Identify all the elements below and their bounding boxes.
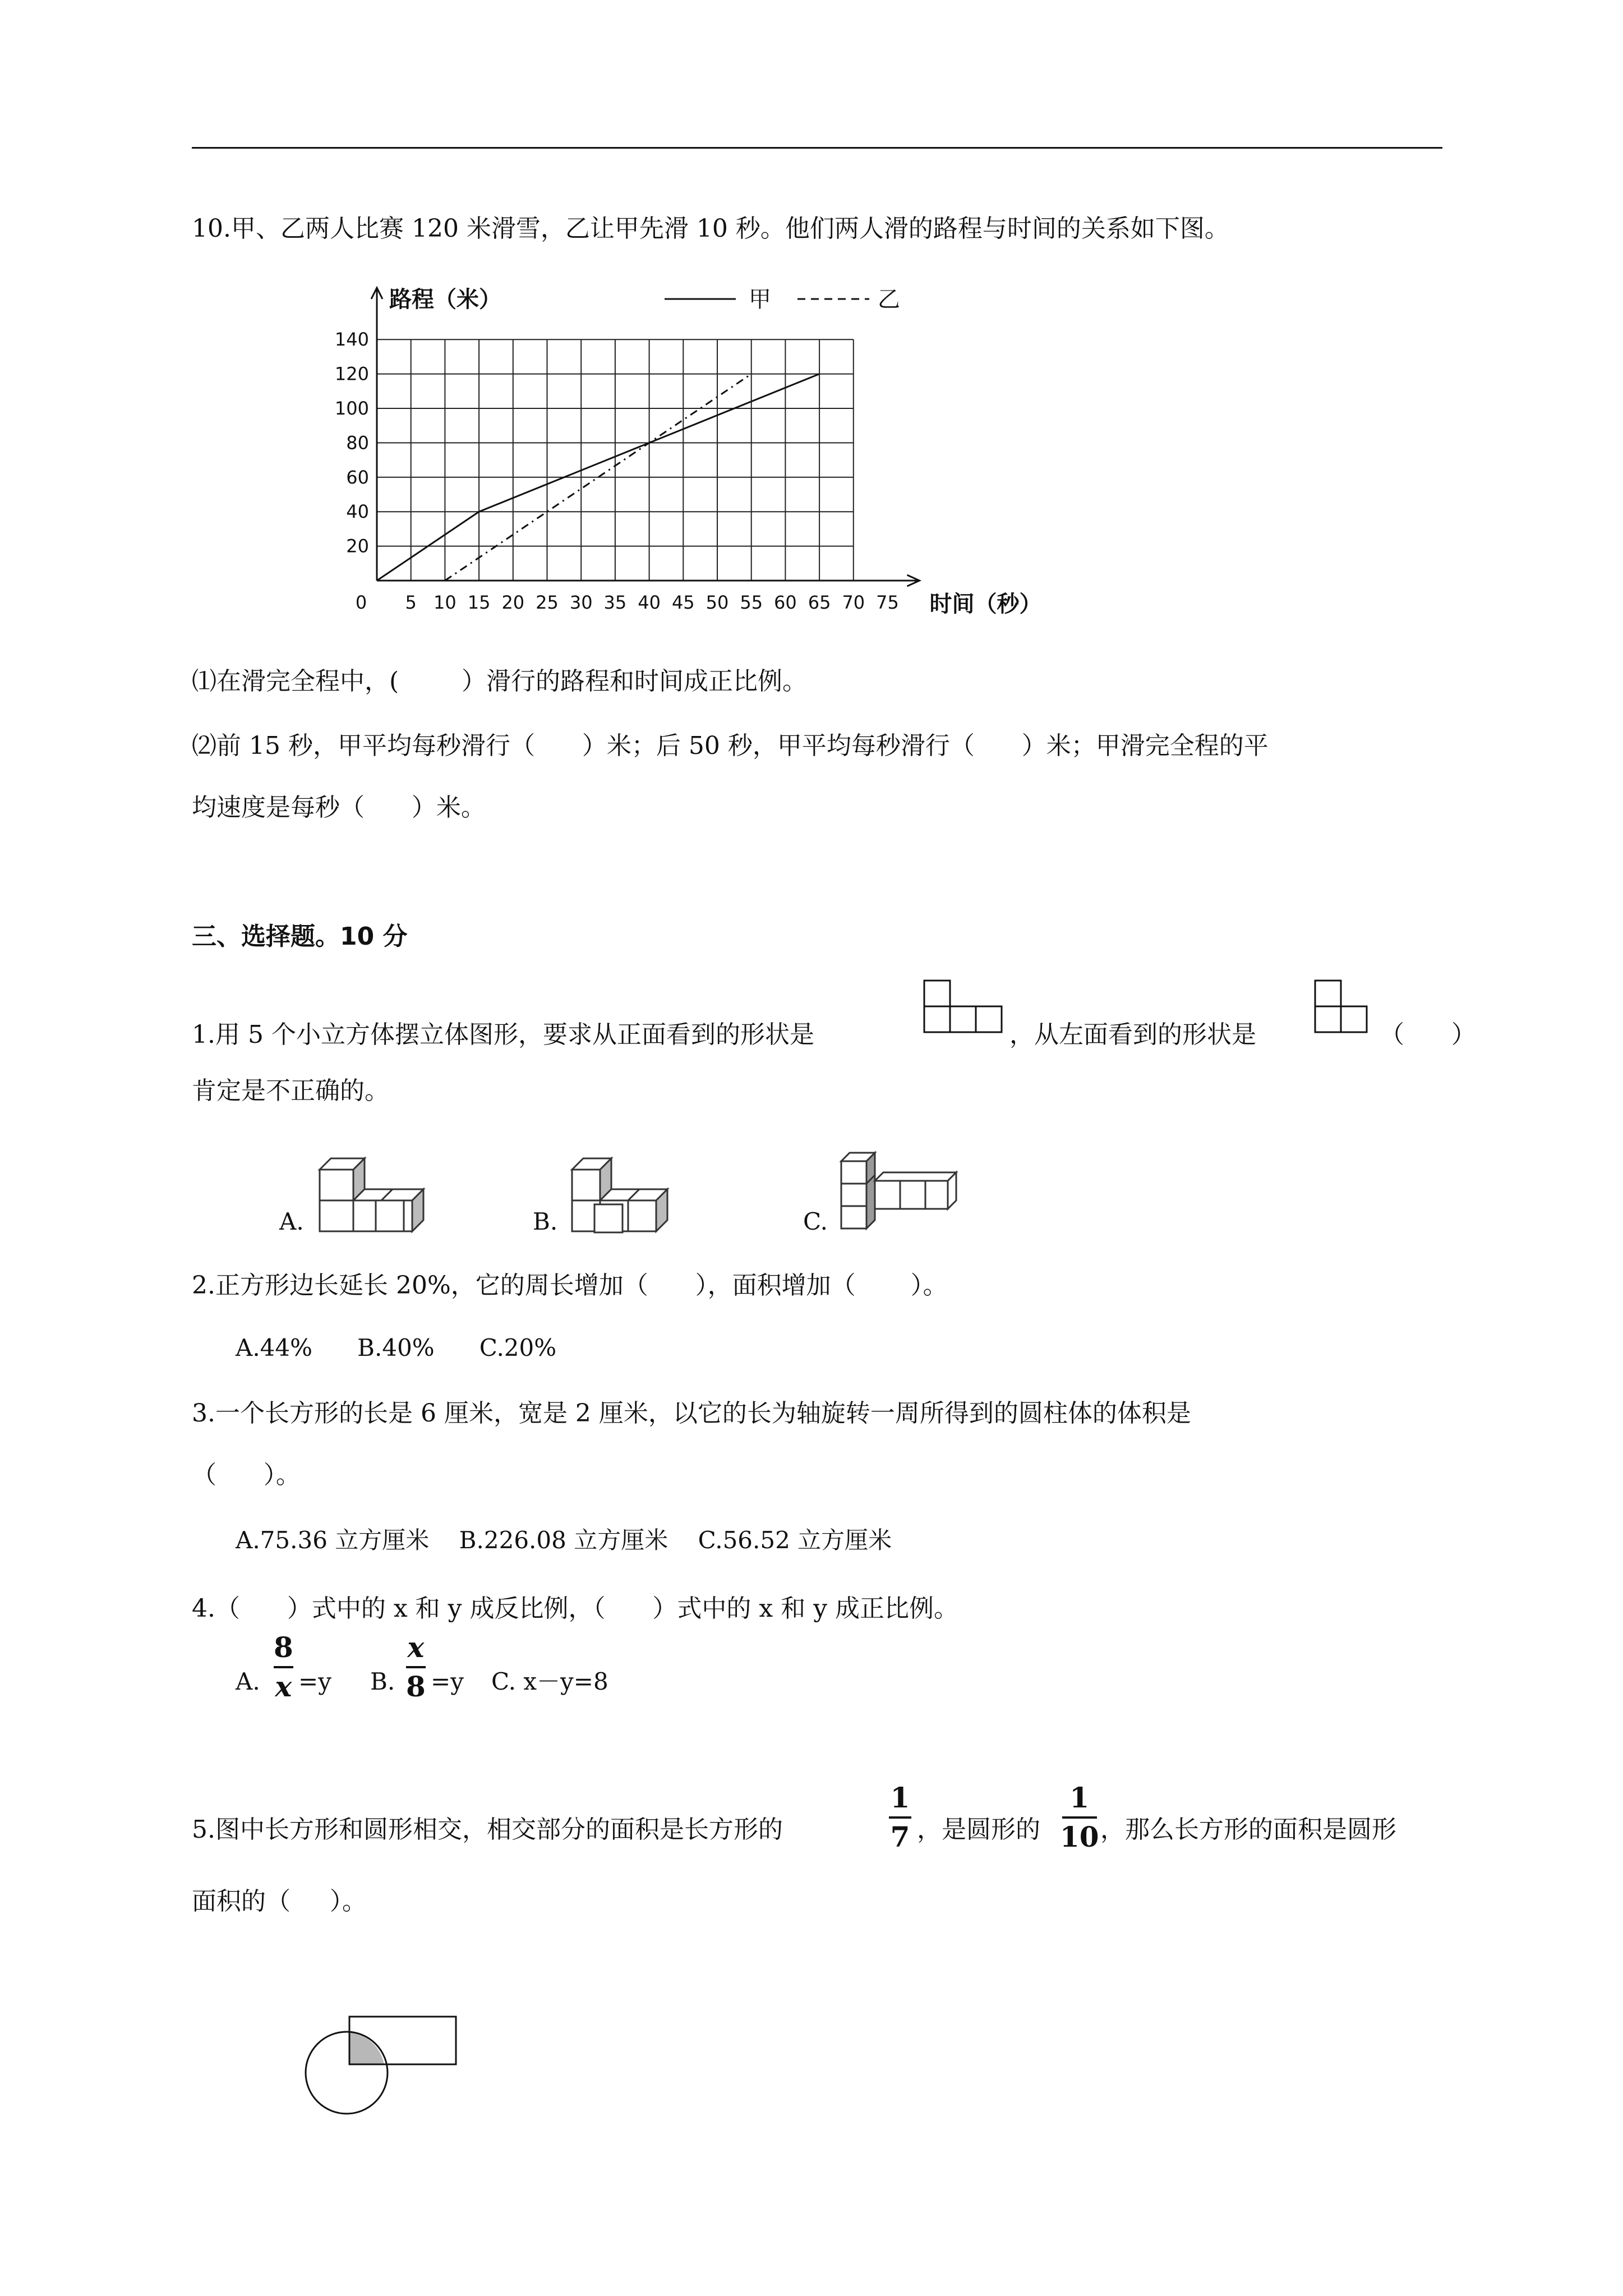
- y-tick-label: 140: [334, 329, 369, 351]
- cube-figure-c: [836, 1139, 959, 1234]
- q4-option-b-label: B.: [370, 1668, 395, 1695]
- x-tick-label: 65: [808, 592, 831, 613]
- q10-sub2a: ⑵前 15 秒，甲平均每秒滑行（ ）米；后 50 秒，甲平均每秒滑行（ ）米；甲滑完全程的平: [192, 731, 1269, 760]
- x-tick-label: 15: [467, 592, 491, 613]
- q5-fraction-1-denominator: 7: [890, 1820, 910, 1853]
- q1-stem-d: 肯定是不正确的。: [192, 1076, 389, 1105]
- x-tick-label: 20: [501, 592, 525, 613]
- q5-fraction-1-numerator: 1: [890, 1781, 910, 1814]
- y-axis-label: 路程（米）: [389, 287, 501, 312]
- y-tick-label: 100: [334, 398, 369, 419]
- y-tick-label: 120: [334, 363, 369, 385]
- chart-tick-labels: [335, 329, 899, 613]
- x-tick-label: 50: [706, 592, 729, 613]
- rectangle-circle-figure: [297, 2003, 465, 2137]
- q5-stem-a: 5.图中长方形和圆形相交，相交部分的面积是长方形的: [192, 1815, 783, 1844]
- y-tick-label: 60: [346, 466, 369, 488]
- q1-option-c-label: C.: [803, 1208, 828, 1235]
- header-rule: [192, 147, 1442, 149]
- q5-fraction-2-denominator: 10: [1060, 1820, 1099, 1853]
- q4-stem: 4.（ ）式中的 x 和 y 成反比例，（ ）式中的 x 和 y 成正比例。: [192, 1594, 959, 1623]
- x-tick-label: 25: [536, 592, 559, 613]
- x-tick-label: 40: [638, 592, 661, 613]
- q4-option-b-tail: =y: [431, 1668, 464, 1695]
- q4-option-b-fraction: [406, 1632, 426, 1702]
- x-tick-label: 70: [842, 592, 865, 613]
- q5-fraction-1: [889, 1783, 911, 1852]
- chart-labels: [389, 287, 1042, 617]
- q4-option-c: C. x－y=8: [491, 1668, 608, 1695]
- q3-options: A.75.36 立方厘米 B.226.08 立方厘米 C.56.52 立方厘米: [236, 1526, 892, 1554]
- q4-option-a-tail: =y: [298, 1668, 331, 1695]
- q5-stem-c: ，那么长方形的面积是圆形: [1100, 1815, 1396, 1844]
- q4-option-a-denominator: x: [275, 1670, 292, 1703]
- x-tick-label: 5: [405, 592, 417, 613]
- q4-option-a-fraction: [274, 1632, 293, 1702]
- q4-option-b-denominator: 8: [406, 1670, 426, 1703]
- q1-stem-a: 1.用 5 个小立方体摆立体图形，要求从正面看到的形状是: [192, 1020, 814, 1049]
- y-tick-label: 80: [346, 432, 369, 454]
- q10-stem: 10.甲、乙两人比赛 120 米滑雪，乙让甲先滑 10 秒。他们两人滑的路程与时间的关系如下图。: [192, 214, 1229, 243]
- q5-fraction-2: [1060, 1783, 1099, 1852]
- y-tick-label: 20: [346, 535, 369, 557]
- x-tick-label: 45: [671, 592, 695, 613]
- origin-label: 0: [355, 592, 367, 613]
- x-tick-label: 60: [774, 592, 797, 613]
- section3-title: 三、选择题。10 分: [192, 922, 408, 951]
- y-tick-label: 40: [346, 501, 369, 523]
- x-tick-label: 75: [876, 592, 899, 613]
- q4-option-a-label: A.: [236, 1668, 260, 1695]
- q10-sub1: ⑴在滑完全程中，( ）滑行的路程和时间成正比例。: [192, 667, 808, 696]
- q1-stem-c: （ ）: [1380, 1020, 1476, 1049]
- q2-options: A.44% B.40% C.20%: [236, 1334, 557, 1361]
- q4-option-a-numerator: 8: [274, 1631, 293, 1664]
- distance-time-chart: [314, 283, 1077, 625]
- chart-grid: [371, 288, 920, 586]
- x-tick-label: 30: [569, 592, 593, 613]
- q1-option-a-label: A.: [279, 1208, 304, 1235]
- front-view-icon: [923, 979, 1007, 1041]
- cube-figure-b: [566, 1133, 679, 1234]
- x-tick-label: 10: [434, 592, 457, 613]
- q3-stem-b: （ ）。: [192, 1461, 301, 1489]
- x-tick-label: 55: [740, 592, 763, 613]
- q1-option-b-label: B.: [533, 1208, 558, 1235]
- q10-sub2b: 均速度是每秒（ ）米。: [192, 793, 486, 822]
- legend-label-jia: 甲: [749, 287, 771, 312]
- x-tick-label: 35: [603, 592, 627, 613]
- q3-stem-a: 3.一个长方形的长是 6 厘米，宽是 2 厘米，以它的长为轴旋转一周所得到的圆柱体的体积是: [192, 1399, 1191, 1428]
- q5-fraction-2-numerator: 1: [1069, 1781, 1090, 1814]
- cube-figure-a: [314, 1133, 437, 1234]
- q4-option-b-numerator: x: [407, 1631, 425, 1664]
- q2-stem: 2.正方形边长延长 20%，它的周长增加（ ），面积增加（ ）。: [192, 1271, 948, 1300]
- circle-shape: [306, 2032, 388, 2114]
- q5-stem-d: 面积的（ ）。: [192, 1887, 367, 1916]
- q5-stem-b: ，是圆形的: [917, 1815, 1040, 1844]
- q1-stem-b: ，从左面看到的形状是: [1009, 1020, 1256, 1049]
- left-view-icon: [1313, 979, 1370, 1041]
- x-axis-label: 时间（秒）: [929, 591, 1042, 617]
- legend-label-yi: 乙: [878, 287, 900, 312]
